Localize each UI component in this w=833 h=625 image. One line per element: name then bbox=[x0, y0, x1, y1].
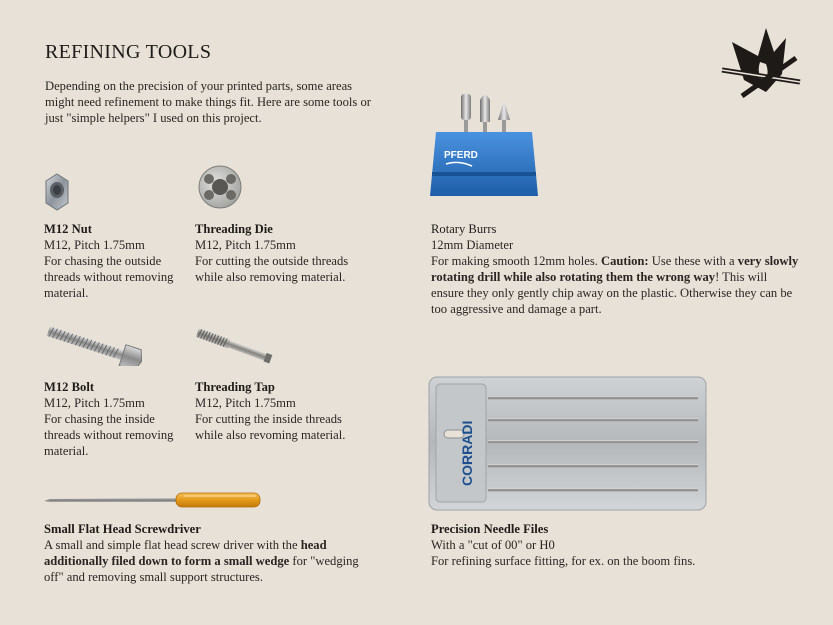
rotary-burrs-desc bbox=[431, 253, 801, 317]
m12-nut-block bbox=[44, 221, 184, 301]
m12-bolt-block bbox=[44, 379, 174, 459]
screwdriver-desc-bold: head additionally filed down to form a small wedge bbox=[44, 538, 327, 568]
m12-bolt-desc: For chasing the inside threads without removing material. bbox=[44, 412, 174, 458]
needle-files-image bbox=[428, 376, 708, 512]
threading-tap-spec: M12, Pitch 1.75mm bbox=[195, 396, 296, 410]
rotary-burrs-block bbox=[431, 221, 801, 317]
m12-bolt-title: M12 Bolt bbox=[44, 380, 95, 394]
threading-die-image bbox=[193, 164, 247, 210]
threading-die-spec: M12, Pitch 1.75mm bbox=[195, 238, 296, 252]
burr-box-brand: PFERD bbox=[444, 150, 478, 161]
rotary-burrs-image bbox=[428, 86, 540, 200]
rotary-burrs-spec: 12mm Diameter bbox=[431, 238, 514, 252]
m12-nut-title: M12 Nut bbox=[44, 222, 92, 236]
screwdriver-desc-part2: for "wedging off" and removing small support structures. bbox=[44, 554, 359, 584]
threading-die-title: Threading Die bbox=[195, 222, 273, 236]
threading-tap-title: Threading Tap bbox=[195, 380, 275, 394]
m12-bolt-spec: M12, Pitch 1.75mm bbox=[44, 396, 145, 410]
threading-die-desc: For cutting the outside threads while also removing material. bbox=[195, 254, 349, 284]
needle-files-spec: With a "cut of 00" or H0 bbox=[431, 538, 555, 552]
threading-tap-block bbox=[195, 379, 365, 443]
m12-nut-spec: M12, Pitch 1.75mm bbox=[44, 238, 145, 252]
m12-nut-image bbox=[44, 172, 70, 212]
intro-paragraph: Depending on the precision of your printed parts, some areas might need refinement to make things fit. Here are some tools or just "simple helpers" I used on this project. bbox=[45, 79, 371, 125]
rotary-burrs-desc-part1: For making smooth 12mm holes. bbox=[431, 254, 602, 268]
needle-files-brand: CORRADI bbox=[459, 420, 475, 486]
threading-tap-image bbox=[193, 326, 275, 366]
rotary-burrs-desc-part3: ! This will ensure they only gently chip away on the plastic. Otherwise they can be too aggressive and damage a part. bbox=[431, 270, 793, 316]
rotary-burrs-desc-bold: very slowly rotating drill while also rotating them the wrong way bbox=[431, 254, 799, 284]
m12-bolt-image bbox=[44, 326, 146, 366]
rotary-burrs-title: Rotary Burrs bbox=[431, 222, 497, 236]
threading-tap-desc: For cutting the inside threads while also revoming material. bbox=[195, 412, 346, 442]
needle-files-desc: For refining surface fitting, for ex. on the boom fins. bbox=[431, 554, 696, 568]
screwdriver-desc-part1: A small and simple flat head screw driver with the bbox=[44, 538, 301, 552]
screwdriver-image bbox=[44, 488, 262, 512]
screwdriver-block bbox=[44, 521, 364, 585]
page-title: REFINING TOOLS bbox=[45, 41, 212, 63]
threading-die-block bbox=[195, 221, 370, 285]
m12-nut-desc: For chasing the outside threads without removing material. bbox=[44, 254, 174, 300]
needle-files-title: Precision Needle Files bbox=[431, 522, 549, 536]
needle-files-block bbox=[431, 521, 791, 569]
rotary-burrs-desc-part2: Use these with a bbox=[648, 254, 738, 268]
screwdriver-desc bbox=[44, 537, 364, 585]
rotary-burrs-caution-label: Caution: bbox=[601, 254, 649, 268]
screwdriver-title: Small Flat Head Screwdriver bbox=[44, 522, 201, 536]
no-fire-logo-icon bbox=[718, 22, 804, 98]
